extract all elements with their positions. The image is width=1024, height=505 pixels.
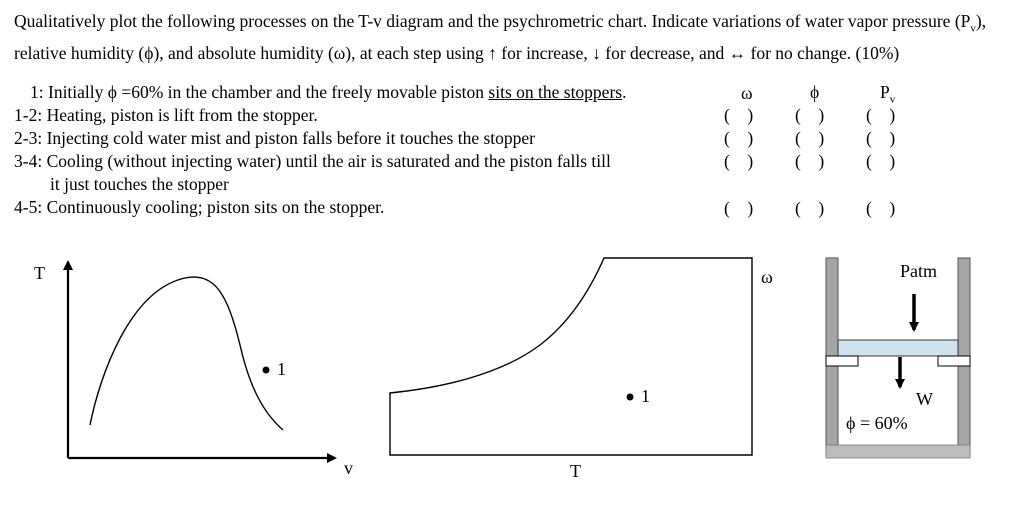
tv-point-label: 1 — [277, 359, 286, 379]
stopper-right — [938, 356, 970, 366]
cylinder-base — [826, 445, 970, 458]
patm-label: Patm — [900, 261, 938, 281]
step-2-3: 2-3: Injecting cold water mist and piston falls before it touches the stopper — [14, 128, 535, 148]
step-1 — [30, 81, 626, 104]
intro-text-b: ), relative humidity (ϕ), and absolute humidity (ω), at each step using ↑ for increase, ↓ for decrease, and ↔ for no change. (10%) — [14, 11, 987, 63]
step-1-text: 1: Initially ϕ =60% in the chamber and the freely movable piston — [30, 82, 489, 102]
rh-label: ϕ = 60% — [846, 413, 908, 433]
tv-y-label: T — [34, 263, 45, 283]
header-omega: ω — [741, 83, 753, 103]
piston — [838, 340, 958, 356]
step-1-2: 1-2: Heating, piston is lift from the stopper. — [14, 105, 318, 125]
psychrometric-chart — [390, 258, 773, 481]
tv-state-1-dot — [263, 367, 270, 374]
header-phi: ϕ — [810, 82, 820, 102]
intro-text-a: Qualitatively plot the following processes on the T-v diagram and the psychrometric chart. Indicate variations of water vapor pressure (P — [14, 11, 971, 31]
answer-phi-1-2[interactable]: ( ) — [795, 105, 825, 125]
answer-omega-3-4[interactable]: ( ) — [724, 151, 754, 171]
cylinder-left-wall — [826, 258, 838, 456]
psychro-y-label: ω — [761, 267, 773, 287]
answer-pv-2-3[interactable]: ( ) — [866, 128, 896, 148]
stopper-left — [826, 356, 858, 366]
step-1-period: . — [622, 82, 627, 102]
tv-diagram — [34, 262, 353, 478]
cylinder-right-wall — [958, 258, 970, 456]
psychro-frame-and-saturation-curve — [390, 258, 752, 455]
psychro-state-1-dot — [627, 394, 634, 401]
answer-pv-1-2[interactable]: ( ) — [866, 105, 896, 125]
answer-phi-4-5[interactable]: ( ) — [795, 198, 825, 218]
step-1-underlined: sits on the stoppers — [488, 82, 623, 102]
psychro-x-label: T — [570, 461, 581, 481]
answer-omega-2-3[interactable]: ( ) — [724, 128, 754, 148]
answer-pv-3-4[interactable]: ( ) — [866, 151, 896, 171]
weight-label: W — [916, 389, 933, 409]
answer-phi-3-4[interactable]: ( ) — [795, 151, 825, 171]
tv-saturation-dome — [90, 277, 283, 430]
piston-cylinder — [826, 258, 970, 458]
answer-omega-4-5[interactable]: ( ) — [724, 198, 754, 218]
intro-pv-subscript: v — [970, 22, 976, 35]
step-3-4-continued: it just touches the stopper — [50, 174, 229, 194]
psychro-point-label: 1 — [641, 386, 650, 406]
tv-x-label: v — [344, 458, 353, 478]
answer-pv-4-5[interactable]: ( ) — [866, 198, 896, 218]
answer-phi-2-3[interactable]: ( ) — [795, 128, 825, 148]
problem-intro — [14, 9, 1009, 65]
header-pv: $P_v$ — [880, 82, 896, 106]
step-3-4: 3-4: Cooling (without injecting water) until the air is saturated and the piston falls till — [14, 151, 611, 171]
answer-omega-1-2[interactable]: ( ) — [724, 105, 754, 125]
step-4-5: 4-5: Continuously cooling; piston sits on the stopper. — [14, 197, 385, 217]
